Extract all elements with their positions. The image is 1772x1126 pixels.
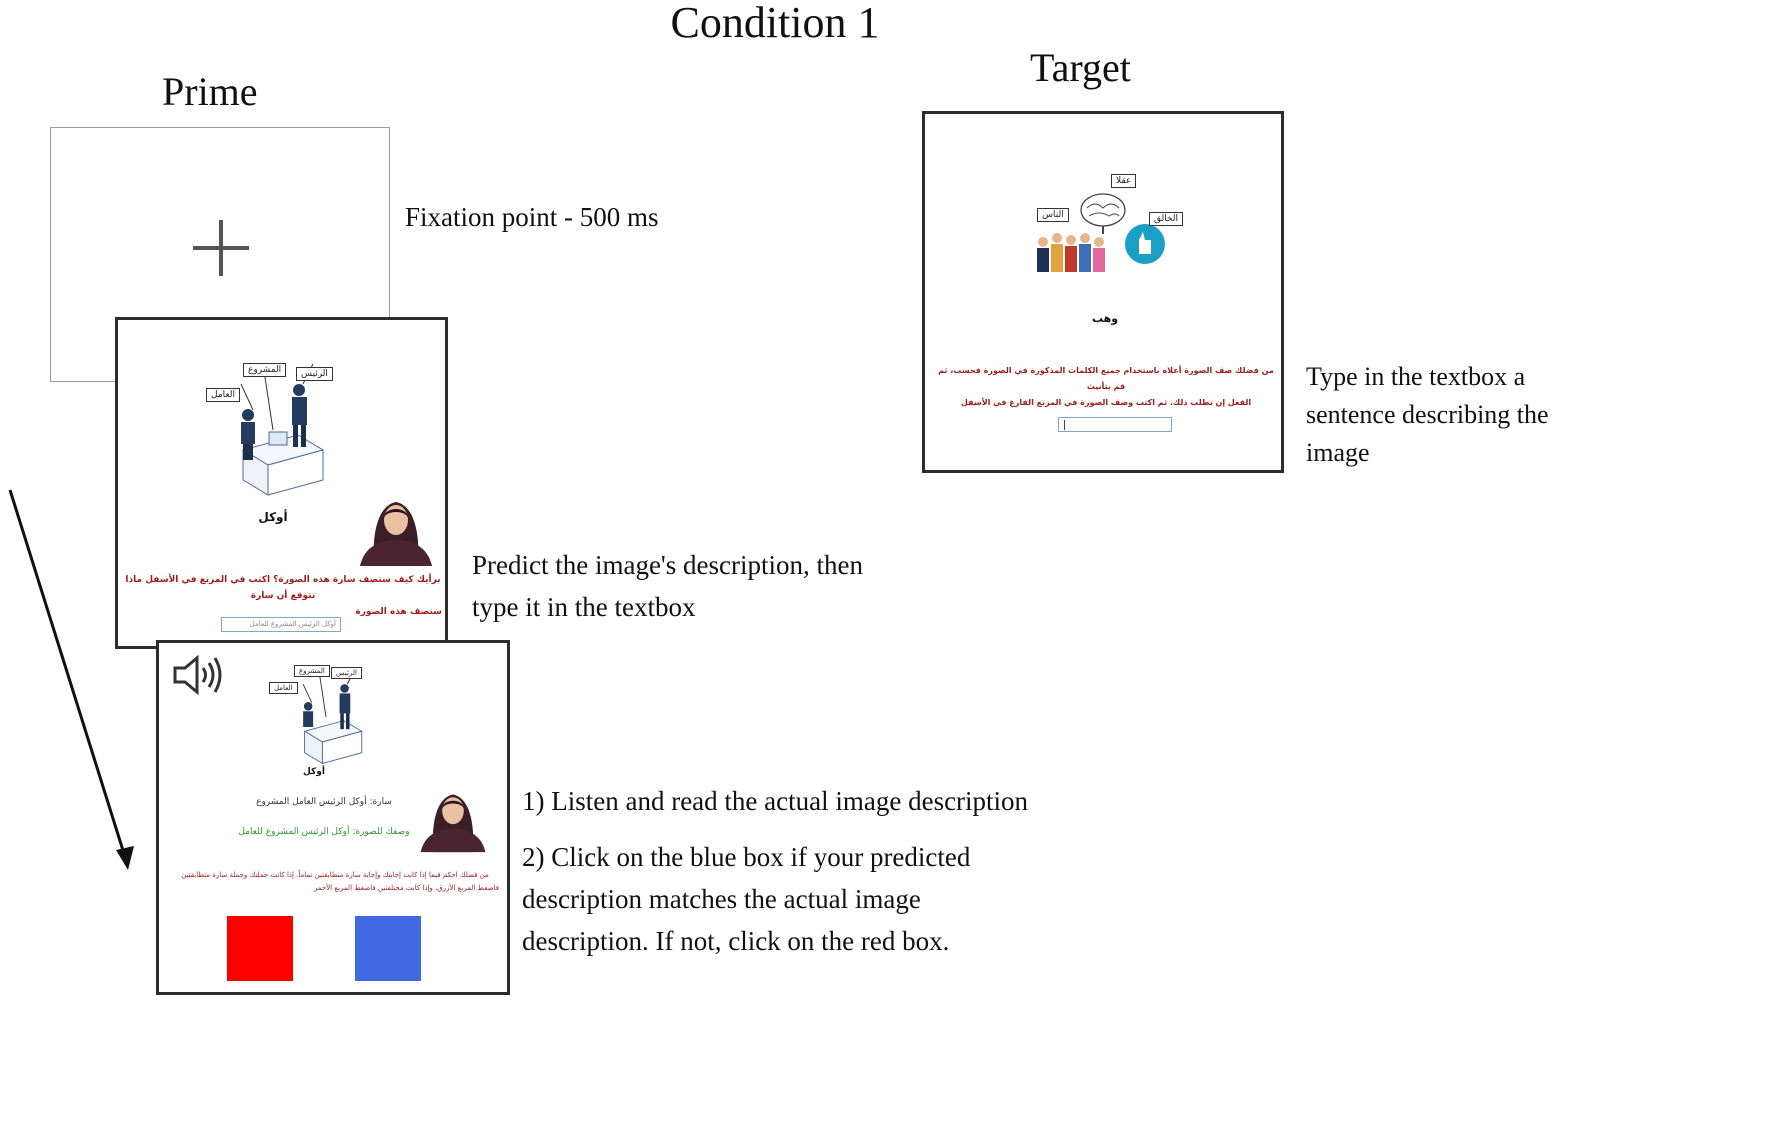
feedback-caption-2-line2: description matches the actual image <box>522 884 921 914</box>
target-caption-line1: Type in the textbox a <box>1306 362 1526 391</box>
people-brain-creator-illustration <box>1033 182 1173 277</box>
label-project: المشروع <box>243 363 286 377</box>
target-caption <box>1306 358 1549 472</box>
speaker-avatar <box>356 488 436 566</box>
prediction-caption <box>472 544 863 628</box>
fixation-cross-icon <box>191 218 251 278</box>
feedback-instruction-line2: فاضغط المربع الأزرق، وإذا كانت مختلفتين فاضغط المربع الأحمر <box>313 884 499 892</box>
target-textbox[interactable] <box>1058 417 1172 432</box>
sara-description: سارة: أوكل الرئيس العامل المشروع <box>256 797 392 807</box>
red-box-button[interactable] <box>227 916 293 981</box>
label-boss: الرئيس <box>296 367 333 381</box>
prediction-textbox[interactable]: أوكل الرئيس المشروع للعامل <box>221 617 341 632</box>
label-creator: الخالق <box>1149 212 1183 226</box>
feedback-caption-2-line3: description. If not, click on the red box. <box>522 926 950 956</box>
feedback-instruction-line1: من فضلك احكم فيما إذا كانت إجابتك وإجابة سارة متطابقتين تماماً. إذا كانت جملتك وجملة سارة متطابقتين <box>181 871 489 879</box>
sequence-arrow-icon <box>0 480 150 880</box>
label-worker-small: العامل <box>269 682 298 694</box>
speaker-avatar-small <box>417 781 489 853</box>
fixation-caption: Fixation point - 500 ms <box>405 202 659 232</box>
label-boss-small: الرئيس <box>331 667 362 679</box>
target-caption-line2: sentence describing the <box>1306 400 1549 429</box>
feedback-instruction <box>171 869 499 895</box>
label-worker: العامل <box>206 388 240 402</box>
target-instruction-line2: الفعل إن تطلب ذلك. ثم اكتب وصف الصورة في المربع الفارغ في الأسفل <box>960 398 1252 407</box>
target-verb: وهب <box>1091 312 1119 325</box>
prediction-screen <box>115 317 448 649</box>
office-scene-illustration <box>203 360 343 500</box>
target-screen <box>922 111 1284 473</box>
feedback-caption-2 <box>522 836 970 962</box>
prediction-instruction-line2: ستصف هذه الصورة <box>355 607 442 617</box>
your-description: وصفك للصورة: أوكل الرئيس المشروع للعامل <box>238 827 410 837</box>
feedback-verb: أوكل <box>303 767 325 777</box>
label-project-small: المشروع <box>294 665 330 677</box>
text-cursor <box>1064 420 1065 430</box>
prime-heading: Prime <box>162 69 258 114</box>
feedback-caption-2-line1: 2) Click on the blue box if your predicted <box>522 842 971 872</box>
prediction-instruction <box>124 572 442 620</box>
prediction-instruction-line1: برأيك كيف ستصف سارة هذه الصورة؟ اكتب في المربع في الأسفل ماذا تتوقع أن سارة <box>125 575 441 601</box>
feedback-caption-1: 1) Listen and read the actual image description <box>522 786 1029 816</box>
feedback-screen <box>156 640 510 995</box>
label-people: الناس <box>1037 208 1069 222</box>
target-instruction <box>935 363 1277 411</box>
target-caption-line3: image <box>1306 438 1370 467</box>
target-instruction-line1: من فضلك صف الصورة أعلاه باستخدام جميع الكلمات المذكورة في الصورة فحسب، ثم قم بتأنيث <box>938 366 1274 391</box>
prediction-caption-line1: Predict the image's description, then <box>472 550 864 580</box>
speaker-audio-icon[interactable] <box>171 653 223 697</box>
target-heading: Target <box>1030 45 1131 90</box>
label-minds: عقلا <box>1111 174 1136 188</box>
blue-box-button[interactable] <box>355 916 421 981</box>
prime-verb: أوكل <box>258 510 288 524</box>
prediction-caption-line2: type it in the textbox <box>472 592 696 622</box>
figure-title: Condition 1 <box>670 0 880 47</box>
